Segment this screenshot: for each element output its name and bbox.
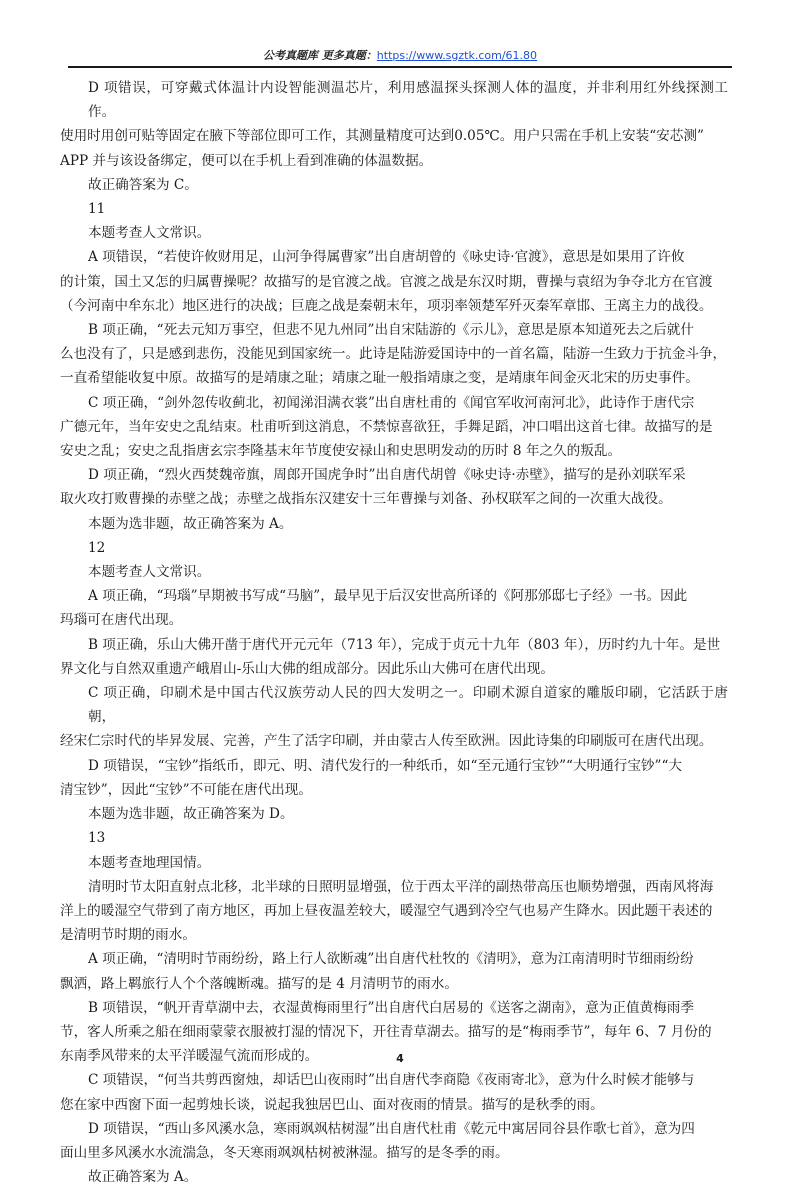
text-line: 飘洒，路上羁旅行人个个落魄断魂。描写的是 4 月清明节的雨水。 (60, 975, 458, 992)
text-line: 东南季风带来的太平洋暖湿气流而形成的。 (60, 1048, 319, 1065)
text-line: 取火攻打败曹操的赤壁之战；赤壁之战指东汉建安十三年曹操与刘备、孙权联军之间的一次重大战役。 (60, 491, 672, 508)
text-line: 面山里多风溪水水流湍急，冬天寒雨飒飒枯树被淋湿。描写的是冬季的雨。 (60, 1144, 509, 1161)
text-line: 11 (88, 201, 106, 218)
text-line: A 项正确，“清明时节雨纷纷，路上行人欲断魂”出自唐代杜牧的《清明》，意为江南清明时节细雨纷纷 (88, 951, 694, 968)
text-line: 是清明节时期的雨水。 (60, 927, 196, 944)
text-line: 您在家中西窗下面一起剪烛长谈，说起我独居巴山、面对夜雨的情景。描写的是秋季的雨。 (60, 1096, 604, 1113)
text-line: 么也没有了，只是感到悲伤，没能见到国家统一。此诗是陆游爱国诗中的一首名篇，陆游一生致力于抗金斗争， (60, 346, 727, 363)
text-line: 一直希望能收复中原。故描写的是靖康之耻；靖康之耻一般指靖康之变，是靖康年间金灭北宋的历史事件。 (60, 370, 699, 387)
text-line: C 项错误，“何当共剪西窗烛，却话巴山夜雨时”出自唐代李商隐《夜雨寄北》，意为什么时候才能够与 (88, 1072, 695, 1089)
text-line: 安史之乱；安史之乱指唐玄宗李隆基末年节度使安禄山和史思明发动的历时 8 年之久的叛乱。 (60, 443, 622, 460)
text-line: B 项错误，“帆开青草湖中去，衣湿黄梅雨里行”出自唐代白居易的《送客之湖南》，意为正值黄梅雨季 (88, 999, 694, 1016)
text-line: （今河南中牟东北）地区进行的决战；巨鹿之战是秦朝末年，项羽率领楚军歼灭秦军章邯、王离主力的战役。 (60, 297, 713, 314)
text-line: 使用时用创可贴等固定在腋下等部位即可工作，其测量精度可达到0.05℃。用户只需在手机上安装“安芯测” (60, 128, 704, 145)
header-divider (68, 66, 732, 68)
header-label: 公考真题库 更多真题： (262, 49, 377, 62)
text-line: 清明时节太阳直射点北移，北半球的日照明显增强，位于西太平洋的副热带高压也顺势增强，西南风将海 (88, 878, 714, 895)
page-header (0, 47, 800, 63)
text-line: 节，客人所乘之船在细雨蒙蒙衣服被打湿的情况下，开往青草湖去。描写的是“梅雨季节”，每年 6、7 月份的 (60, 1023, 712, 1040)
text-line: D 项正确，“烈火西焚魏帝旗，周郎开国虎争时”出自唐代胡曾《咏史诗·赤壁》，描写的是孙刘联军采 (88, 467, 686, 484)
header-url-link[interactable]: https://www.sgztk.com/61.80 (376, 49, 538, 62)
text-line: D 项错误，“西山多风溪水急，寒雨飒飒枯树湿”出自唐代杜甫《乾元中寓居同谷县作歌七首》，意为四 (88, 1120, 695, 1137)
text-line: 本题考查人文常识。 (88, 564, 211, 581)
text-line: C 项正确，印刷术是中国古代汉族劳动人民的四大发明之一。印刷术源自道家的雕版印刷，它活跃于唐朝， (88, 685, 728, 726)
document-body (60, 76, 728, 1189)
text-line: D 项错误，“宝钞”指纸币，即元、明、清代发行的一种纸币，如“至元通行宝钞”“大明通行宝钞”“大 (88, 757, 683, 774)
text-line: 故正确答案为 C。 (88, 176, 198, 193)
text-line: C 项正确，“剑外忽传收蓟北，初闻涕泪满衣裳”出自唐杜甫的《闻官军收河南河北》，此诗作于唐代宗 (88, 394, 695, 411)
text-line: 洋上的暖湿空气带到了南方地区，再加上昼夜温差较大，暖湿空气遇到冷空气也易产生降水。因此题干表述的 (60, 902, 713, 919)
text-line: 玛瑙可在唐代出现。 (60, 612, 183, 629)
text-line: 清宝钞”，因此“宝钞”不可能在唐代出现。 (60, 781, 312, 798)
text-line: 本题考查地理国情。 (88, 854, 211, 871)
text-line: B 项正确，乐山大佛开凿于唐代开元元年（713 年），完成于贞元十九年（803 年），历时约九十年。是世 (88, 636, 721, 653)
text-line: 本题为选非题，故正确答案为 D。 (88, 806, 294, 823)
text-line: A 项正确，“玛瑙”早期被书写成“马脑”，最早见于后汉安世高所译的《阿那邠邸七子经》一书。因此 (88, 588, 688, 605)
text-line: 12 (88, 539, 106, 556)
text-line: 13 (88, 830, 106, 847)
page-number: 4 (396, 1052, 404, 1065)
text-line: 界文化与自然双重遗产峨眉山-乐山大佛的组成部分。因此乐山大佛可在唐代出现。 (60, 660, 554, 677)
text-line: A 项错误，“若使许攸财用足，山河争得属曹家”出自唐胡曾的《咏史诗·官渡》，意思是如果用了许攸 (88, 249, 685, 266)
text-line: D 项错误，可穿戴式体温计内设智能测温芯片，利用感温探头探测人体的温度，并非利用红外线探测工作。 (88, 80, 728, 121)
text-line: APP 并与该设备绑定，便可以在手机上看到准确的体温数据。 (60, 152, 433, 169)
text-line: B 项正确，“死去元知万事空，但悲不见九州同”出自宋陆游的《示儿》，意思是原本知道死去之后就什 (88, 322, 694, 339)
text-line: 广德元年，当年安史之乱结束。杜甫听到这消息，不禁惊喜欲狂，手舞足蹈，冲口唱出这首七律。故描写的是 (60, 418, 713, 435)
text-line: 的计策，国土又怎的归属曹操呢？故描写的是官渡之战。官渡之战是东汉时期，曹操与袁绍为争夺北方在官渡 (60, 273, 713, 290)
text-line: 故正确答案为 A。 (88, 1169, 198, 1186)
text-line: 本题考查人文常识。 (88, 225, 211, 242)
text-line: 经宋仁宗时代的毕昇发展、完善，产生了活字印刷，并由蒙古人传至欧洲。因此诗集的印刷版可在唐代出现。 (60, 733, 713, 750)
text-line: 本题为选非题，故正确答案为 A。 (88, 515, 293, 532)
